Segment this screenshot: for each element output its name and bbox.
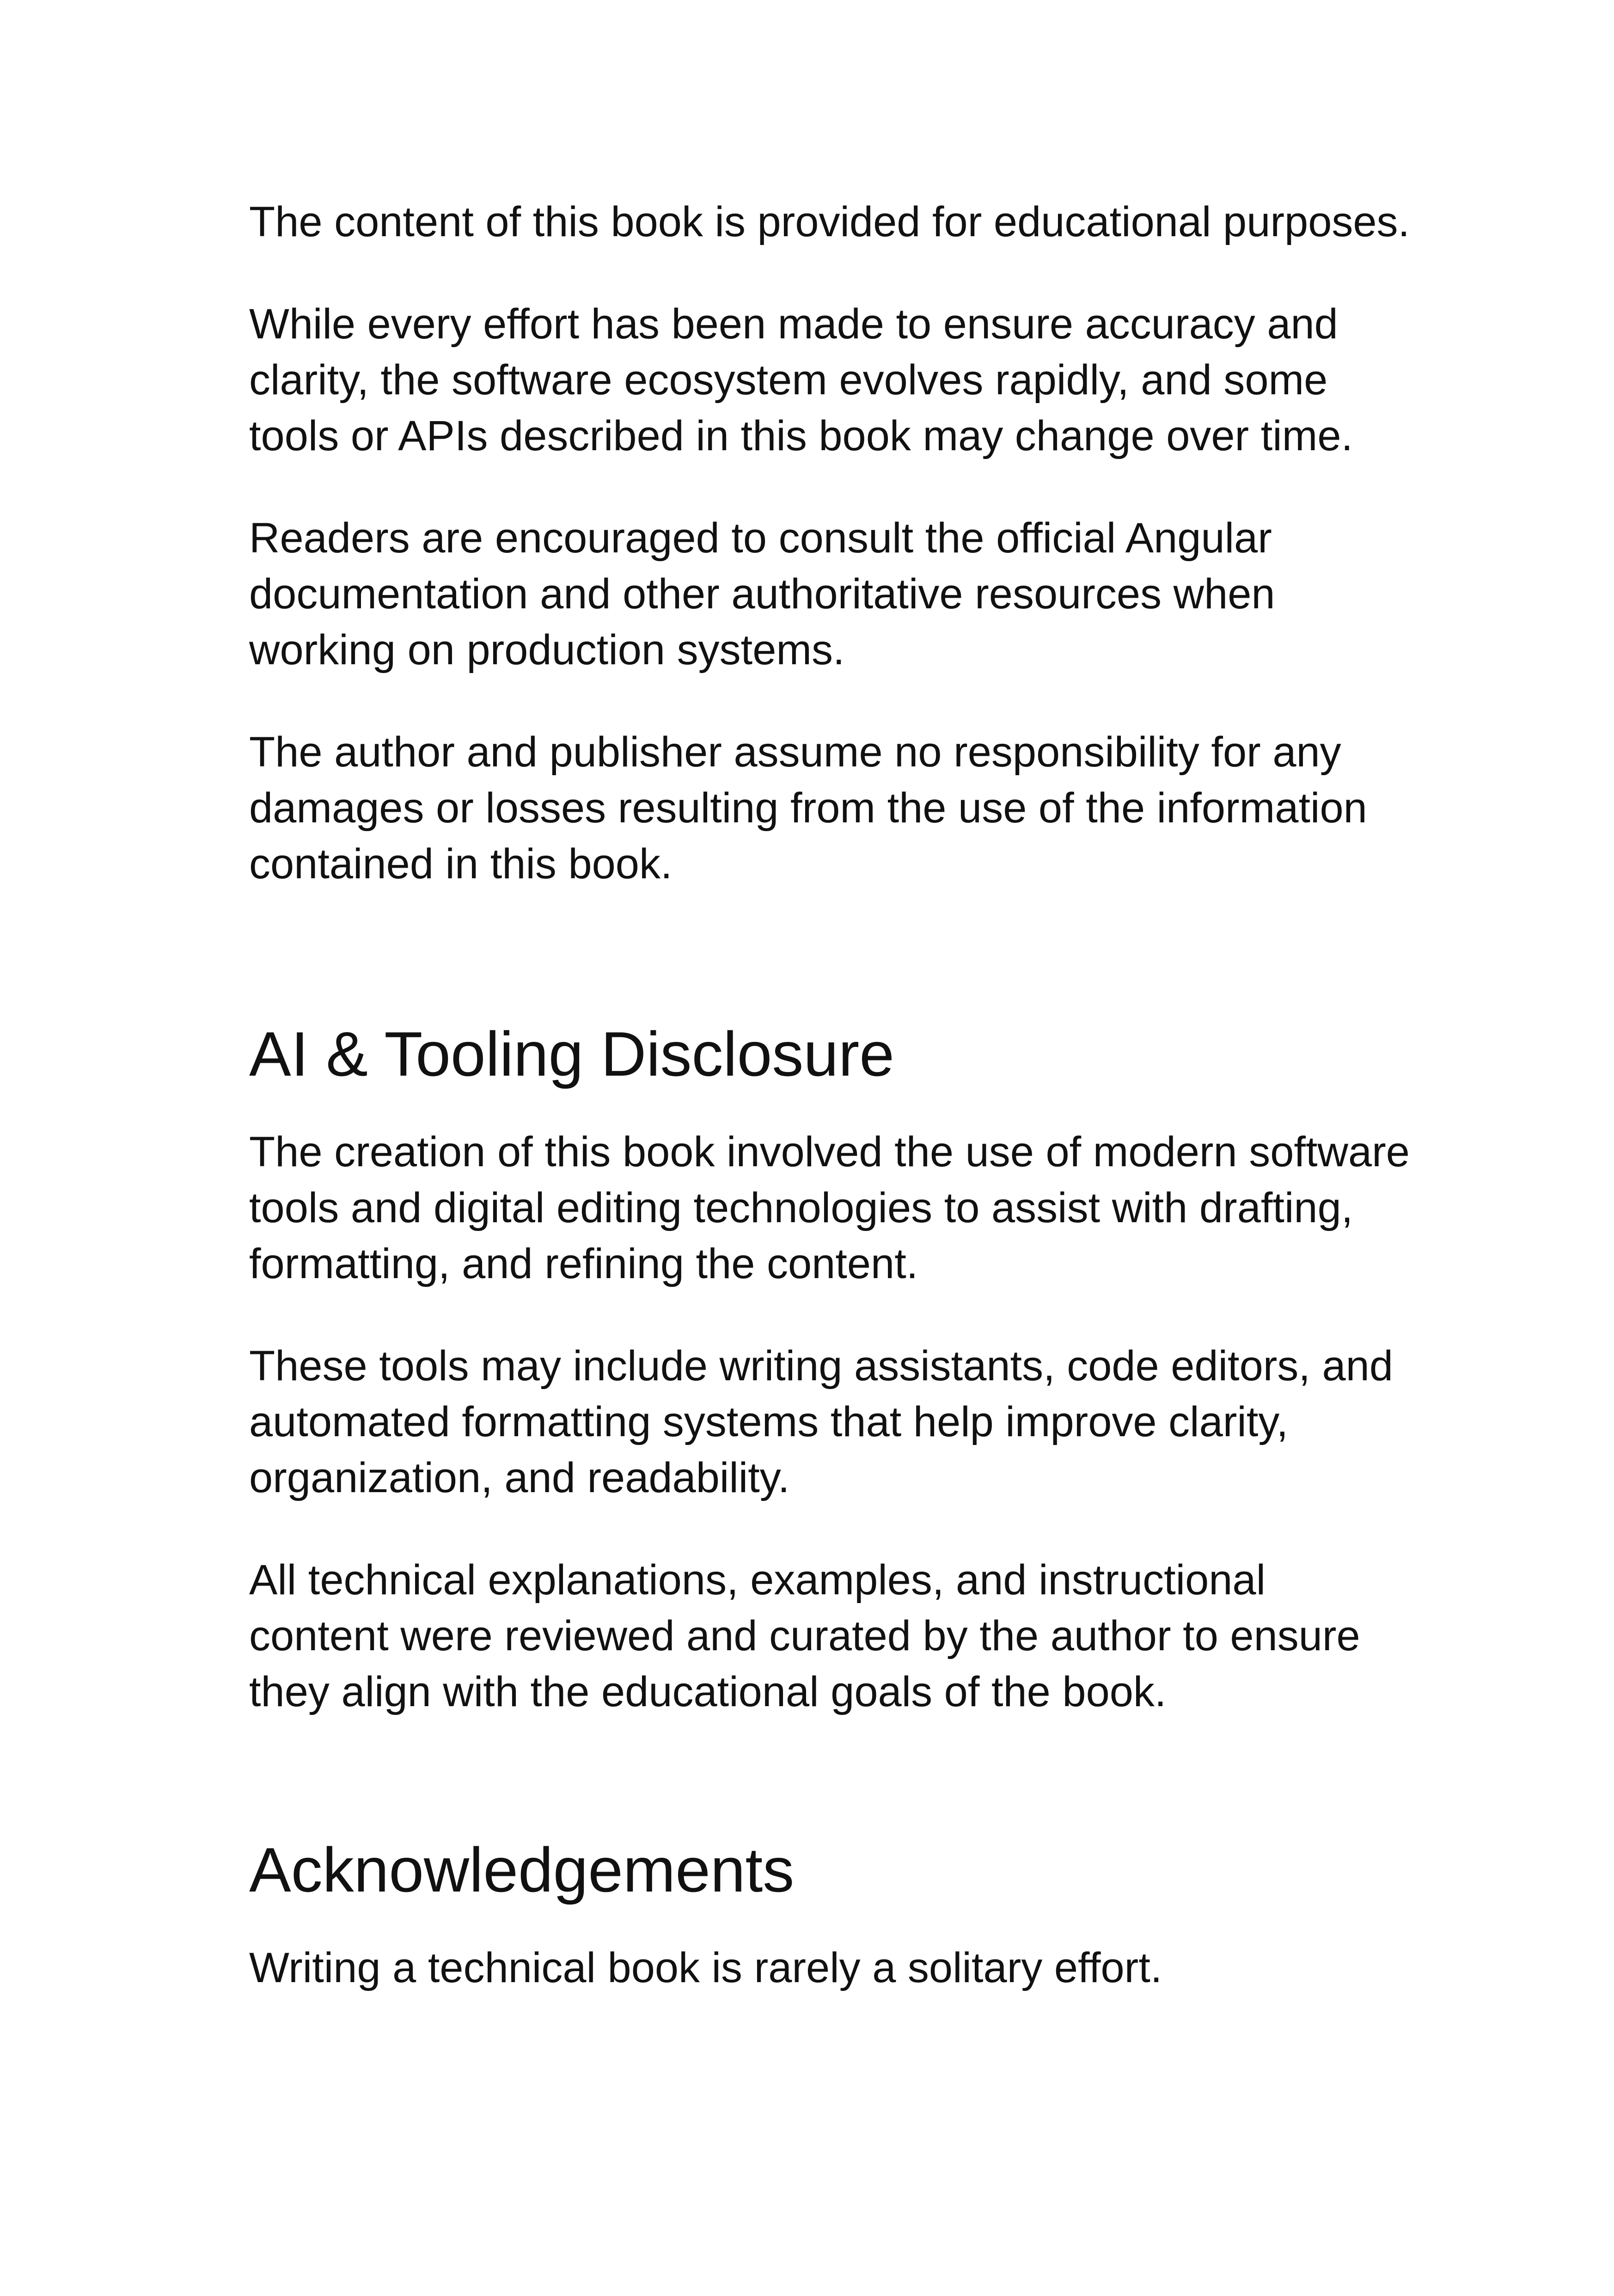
- text-line: The content of this book is provided for educational purposes.: [249, 198, 1410, 245]
- ai-disclosure-section: [249, 1124, 1410, 1766]
- ai-disclosure-heading: AI & Tooling Disclosure: [249, 1019, 894, 1089]
- text-line: All technical explanations, examples, and instructional: [249, 1556, 1266, 1604]
- text-line: tools or APIs described in this book may change over time.: [249, 412, 1353, 459]
- text-line: Writing a technical book is rarely a solitary effort.: [249, 1944, 1162, 1991]
- document-page: [249, 194, 1432, 1991]
- intro-paragraph: [249, 724, 1432, 892]
- text-line: they align with the educational goals of the book.: [249, 1668, 1167, 1715]
- text-line: working on production systems.: [249, 626, 845, 673]
- text-line: documentation and other authoritative resources when: [249, 570, 1275, 618]
- text-line: The author and publisher assume no responsibility for any: [249, 729, 1341, 776]
- text-line: organization, and readability.: [249, 1454, 790, 1501]
- text-line: clarity, the software ecosystem evolves rapidly, and some: [249, 356, 1328, 404]
- acknowledgements-section: [249, 1940, 1162, 2042]
- intro-paragraph: [249, 296, 1432, 464]
- acknowledgements-paragraph: [249, 1940, 1162, 1996]
- ai-disclosure-paragraph: [249, 1338, 1410, 1506]
- intro-paragraph: [249, 194, 1432, 250]
- ai-disclosure-paragraph: [249, 1552, 1410, 1720]
- text-line: damages or losses resulting from the use of the information: [249, 784, 1367, 832]
- text-line: While every effort has been made to ensure accuracy and: [249, 300, 1338, 348]
- text-line: content were reviewed and curated by the author to ensure: [249, 1612, 1360, 1659]
- text-line: formatting, and refining the content.: [249, 1240, 918, 1287]
- acknowledgements-heading: Acknowledgements: [249, 1835, 795, 1905]
- text-line: These tools may include writing assistants, code editors, and: [249, 1342, 1394, 1390]
- ai-disclosure-paragraph: [249, 1124, 1410, 1292]
- text-line: automated formatting systems that help improve clarity,: [249, 1398, 1289, 1445]
- intro-paragraph: [249, 510, 1432, 678]
- intro-section: [249, 194, 1432, 892]
- text-line: Readers are encouraged to consult the official Angular: [249, 514, 1272, 562]
- text-line: The creation of this book involved the use of modern software: [249, 1128, 1410, 1176]
- text-line: tools and digital editing technologies to assist with drafting,: [249, 1184, 1353, 1231]
- text-line: contained in this book.: [249, 840, 672, 888]
